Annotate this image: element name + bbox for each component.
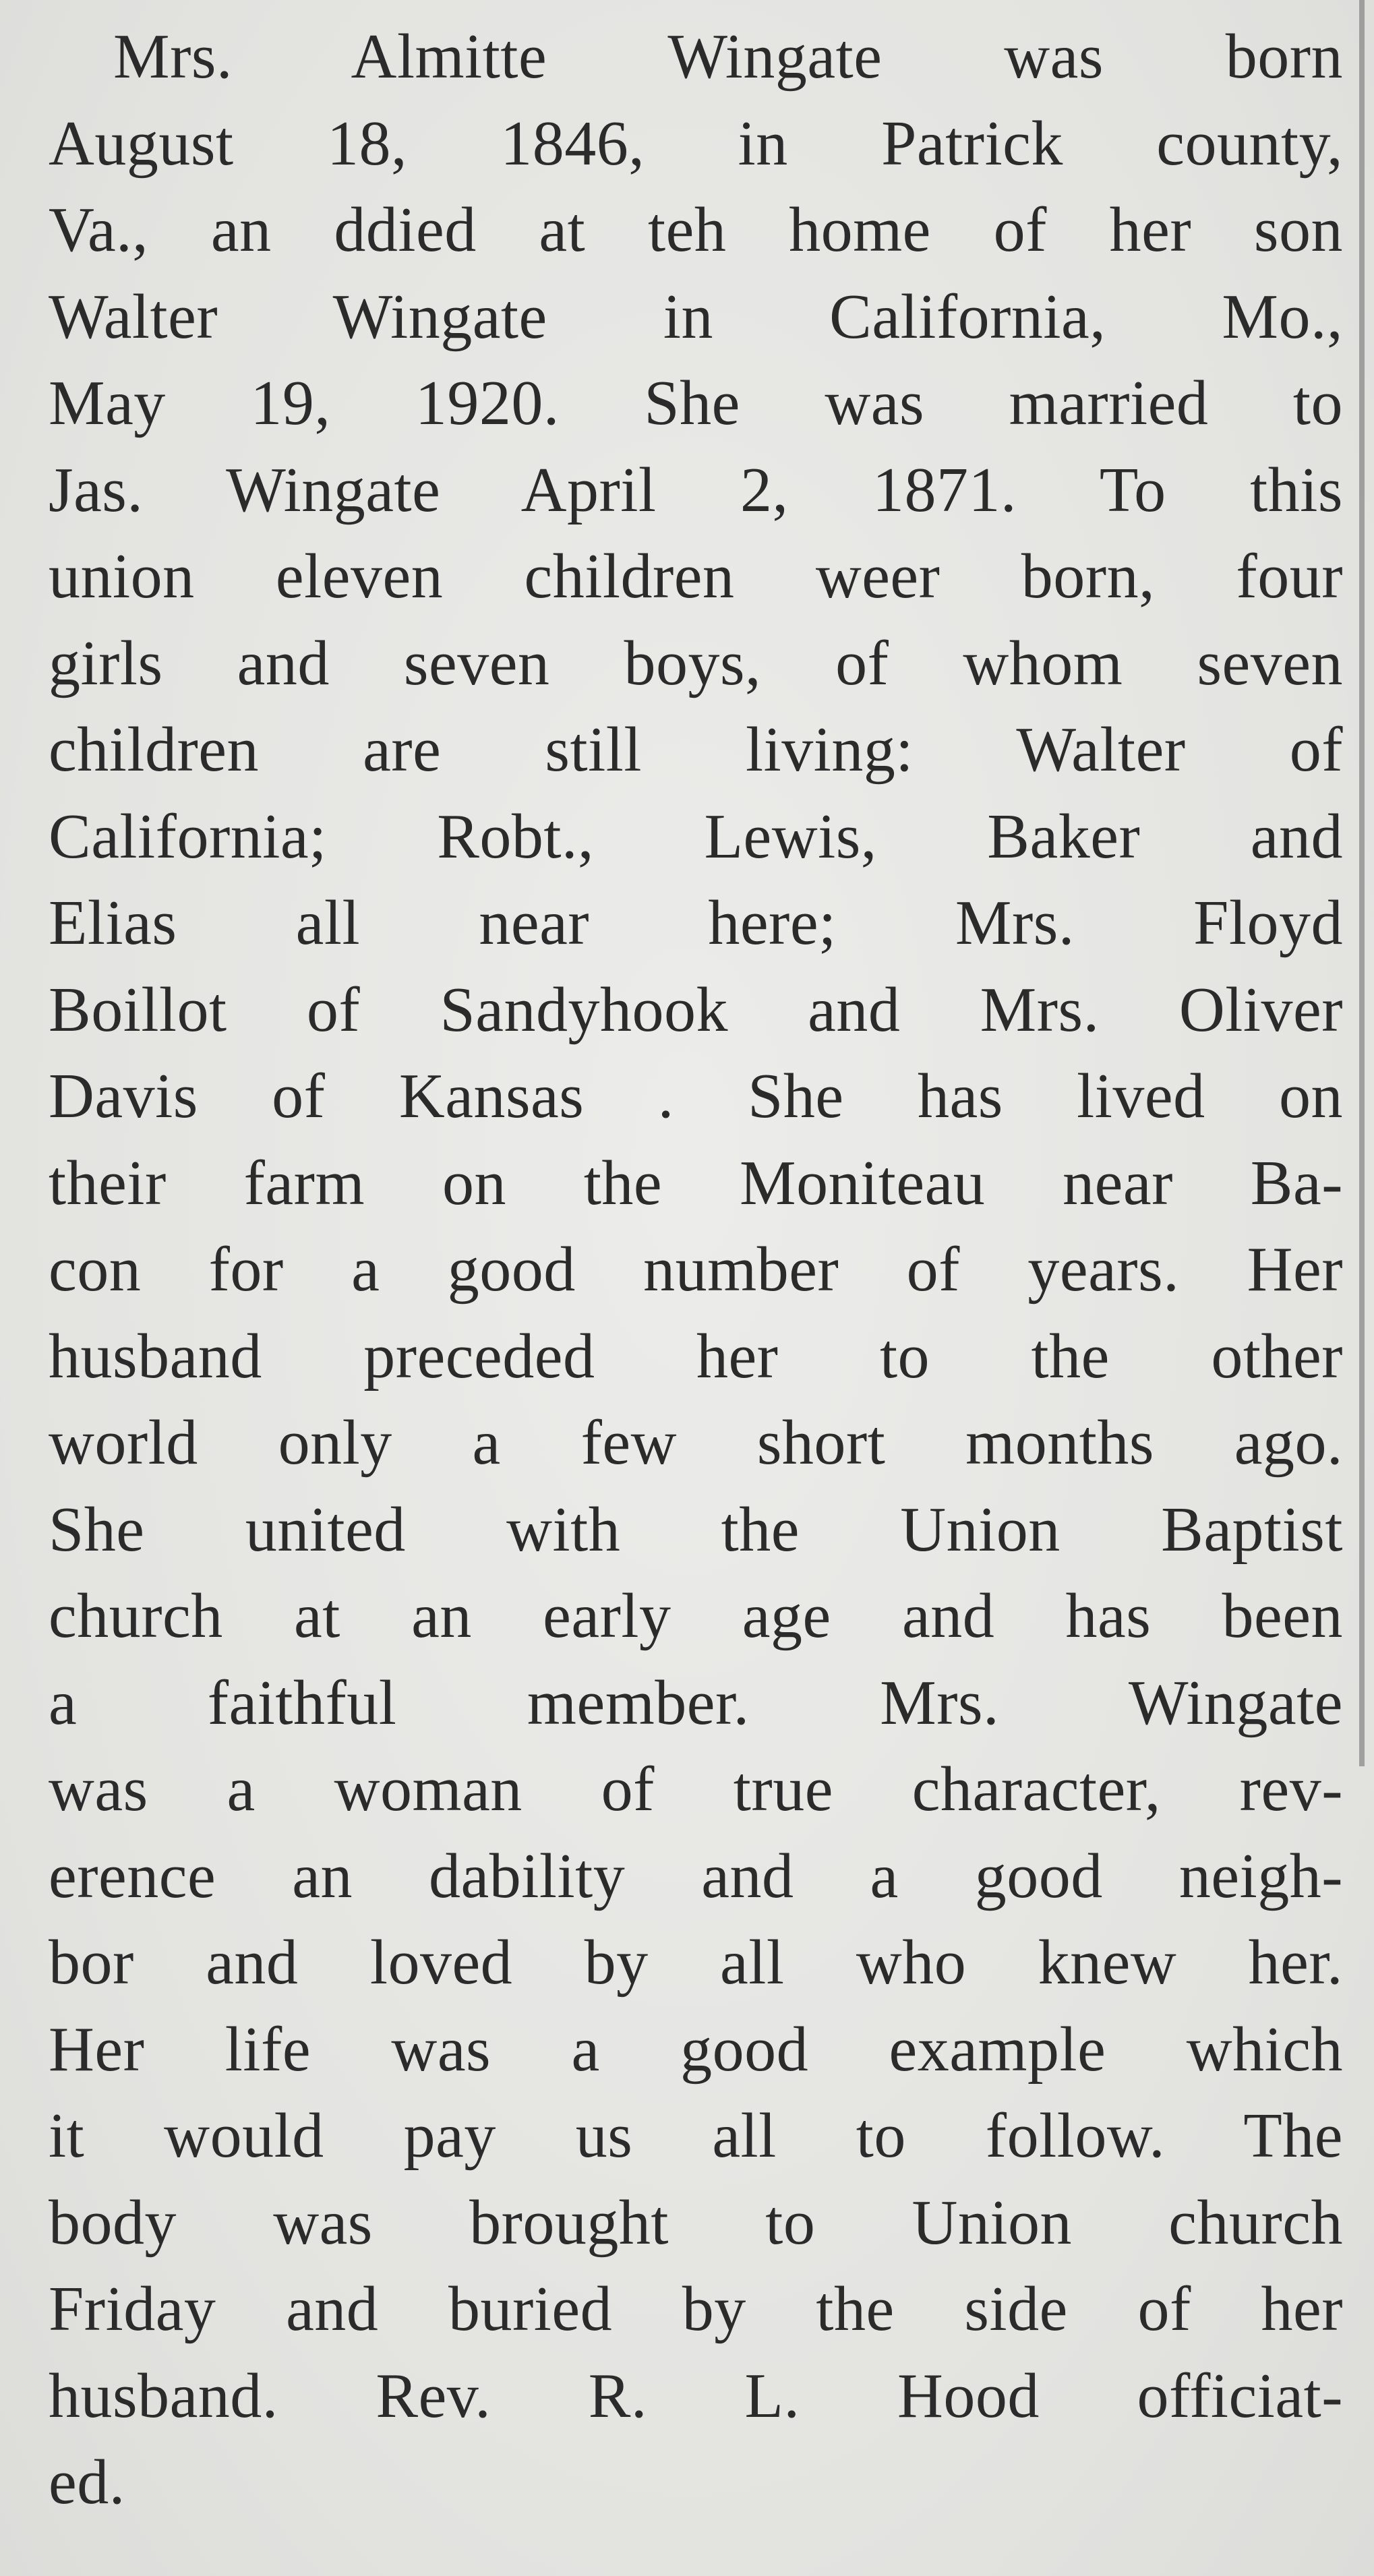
article-line: erence an dability and a good neigh- [49, 1840, 1343, 1911]
article-line: Walter Wingate in California, Mo., [49, 281, 1343, 352]
article-line: She united with the Union Baptist [49, 1494, 1343, 1565]
article-line: union eleven children weer born, four [49, 541, 1343, 611]
article-line: ed. [49, 2447, 125, 2517]
article-line: church at an early age and has been [49, 1581, 1343, 1651]
article-line: children are still living: Walter of [49, 715, 1343, 785]
article-line: Elias all near here; Mrs. Floyd [49, 888, 1343, 958]
article-line: girls and seven boys, of whom seven [49, 628, 1343, 698]
article-line: husband. Rev. R. L. Hood officiat- [49, 2360, 1343, 2431]
article-line: Mrs. Almitte Wingate was born [113, 22, 1343, 92]
article-line: Boillot of Sandyhook and Mrs. Oliver [49, 974, 1343, 1045]
article-line: body was brought to Union church [49, 2187, 1343, 2258]
article-line: their farm on the Moniteau near Ba- [49, 1147, 1343, 1218]
article-line: husband preceded her to the other [49, 1321, 1343, 1391]
column-rule [1359, 0, 1365, 1766]
obituary-article [49, 13, 1343, 2526]
article-line: was a woman of true character, rev- [49, 1754, 1343, 1824]
article-line: bor and loved by all who knew her. [49, 1927, 1343, 1998]
article-line: August 18, 1846, in Patrick county, [49, 108, 1343, 179]
article-line: con for a good number of years. Her [49, 1234, 1343, 1305]
article-line: Her life was a good example which [49, 2014, 1343, 2085]
article-line: Va., an ddied at teh home of her son [49, 195, 1343, 265]
article-line: world only a few short months ago. [49, 1408, 1343, 1478]
article-line: California; Robt., Lewis, Baker and [49, 801, 1343, 872]
article-line: a faithful member. Mrs. Wingate [49, 1667, 1343, 1738]
article-line: Friday and buried by the side of her [49, 2274, 1343, 2344]
article-line: May 19, 1920. She was married to [49, 368, 1343, 438]
article-line: it would pay us all to follow. The [49, 2101, 1343, 2171]
article-line: Jas. Wingate April 2, 1871. To this [49, 454, 1343, 525]
article-line: Davis of Kansas . She has lived on [49, 1061, 1343, 1131]
